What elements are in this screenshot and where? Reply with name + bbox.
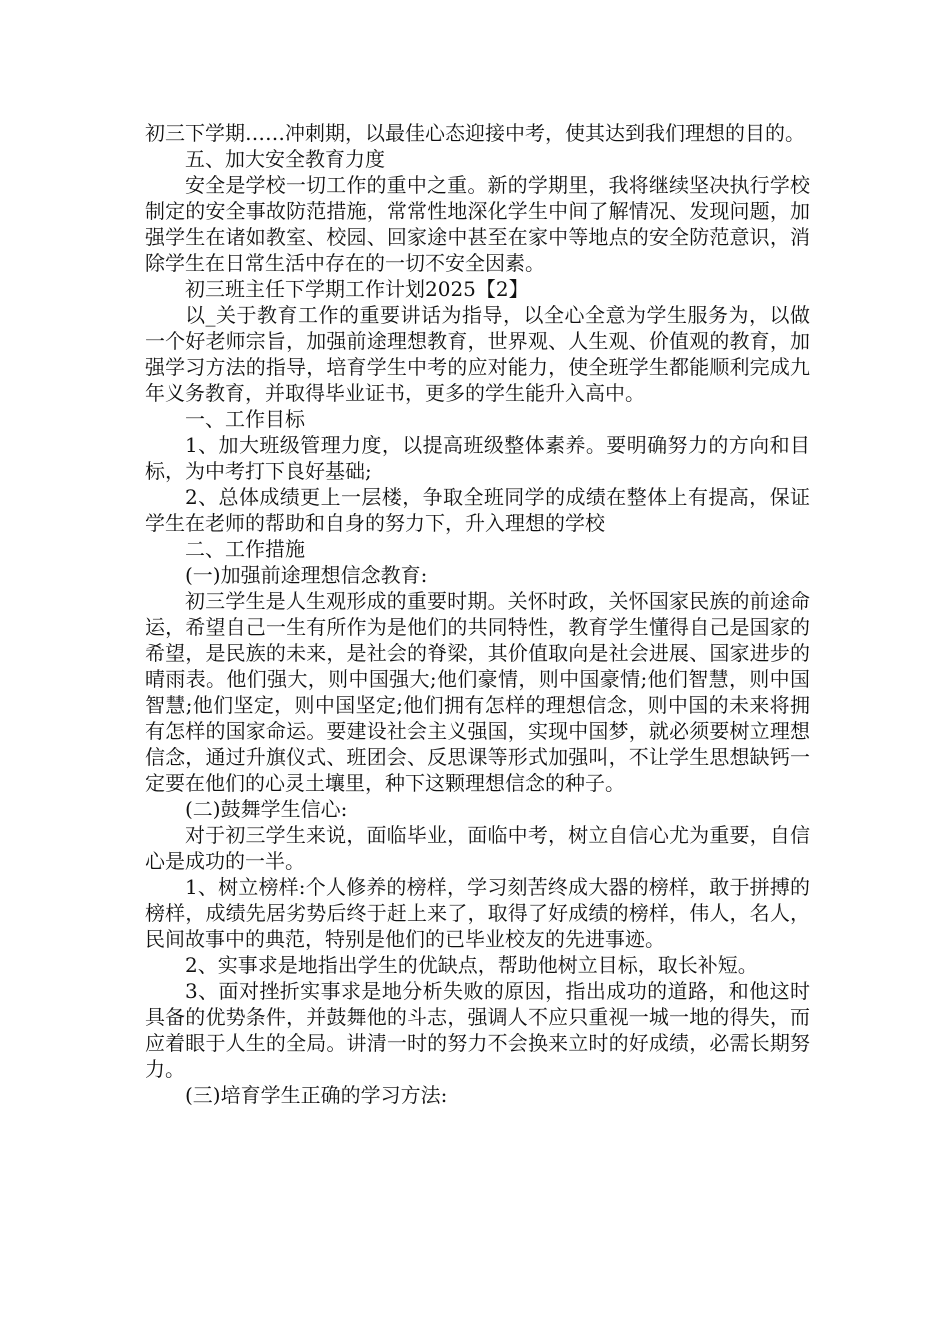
section-heading-goals: 一、工作目标: [185, 407, 305, 431]
confidence-item-3: 3、面对挫折实事求是地分析失败的原因，指出成功的道路，和他这时具备的优势条件，并鼓舞他的斗志，强调人不应只重视一城一地的得失，而应着眼于人生的全局。讲清一时的努力不会换来立时的好成绩，必需长期努力。: [145, 979, 810, 1081]
paragraph-safety: 安全是学校一切工作的重中之重。新的学期里，我将继续坚决执行学校制定的安全事故防范措施，常常性地深化学生中间了解情况、发现问题，加强学生在诸如教室、校园、回家途中甚至在家中等地点的安全防范意识，消除学生在日常生活中存在的一切不安全因素。: [145, 173, 810, 275]
goal-item-2: 2、总体成绩更上一层楼，争取全班同学的成绩在整体上有提高，保证学生在老师的帮助和自身的努力下，升入理想的学校: [145, 485, 810, 535]
paragraph-guideline: 以_关于教育工作的重要讲话为指导，以全心全意为学生服务为，以做一个好老师宗旨，加强前途理想教育，世界观、人生观、价值观的教育，加强学习方法的指导，培育学生中考的应对能力，使全班学生都能顺利完成九年义务教育，并取得毕业证书，更多的学生能升入高中。: [145, 303, 810, 405]
paragraph-ideals: 初三学生是人生观形成的重要时期。关怀时政，关怀国家民族的前途命运，希望自己一生有所作为是他们的共同特性，教育学生懂得自己是国家的希望，是民族的未来，是社会的脊梁，其价值取向是社会进展、国家进步的晴雨表。他们强大，则中国强大;他们豪情，则中国豪情;他们智慧，则中国智慧;他们坚定，则中国坚定;他们拥有怎样的理想信念，则中国的未来将拥有怎样的国家命运。要建设社会主义强国，实现中国梦，就必须要树立理想信念，通过升旗仪式、班团会、反思课等形式加强叫，不让学生思想缺钙一定要在他们的心灵土壤里，种下这颗理想信念的种子。: [145, 589, 810, 795]
confidence-item-2: 2、实事求是地指出学生的优缺点，帮助他树立目标，取长补短。: [185, 953, 758, 977]
goal-item-1: 1、加大班级管理力度，以提高班级整体素养。要明确努力的方向和目标，为中考打下良好基础;: [145, 433, 810, 483]
subsection-heading-confidence: (二)鼓舞学生信心:: [185, 797, 348, 821]
paragraph-intro-end: 初三下学期……冲刺期，以最佳心态迎接中考，使其达到我们理想的目的。: [145, 121, 805, 145]
section-heading-measures: 二、工作措施: [185, 537, 305, 561]
subsection-heading-ideals: (一)加强前途理想信念教育:: [185, 563, 428, 587]
confidence-item-1: 1、树立榜样:个人修养的榜样，学习刻苦终成大器的榜样，敢于拼搏的榜样，成绩先居劣势后终于赶上来了，取得了好成绩的榜样，伟人，名人，民间故事中的典范，特别是他们的已毕业校友的先进事迹。: [145, 875, 810, 951]
subsection-heading-methods: (三)培育学生正确的学习方法:: [185, 1083, 448, 1107]
paragraph-confidence: 对于初三学生来说，面临毕业，面临中考，树立自信心尤为重要，自信心是成功的一半。: [145, 823, 810, 873]
document-title-2: 初三班主任下学期工作计划2025【2】: [185, 277, 529, 301]
section-heading-safety: 五、加大安全教育力度: [185, 147, 385, 171]
document-body: [145, 120, 810, 1108]
